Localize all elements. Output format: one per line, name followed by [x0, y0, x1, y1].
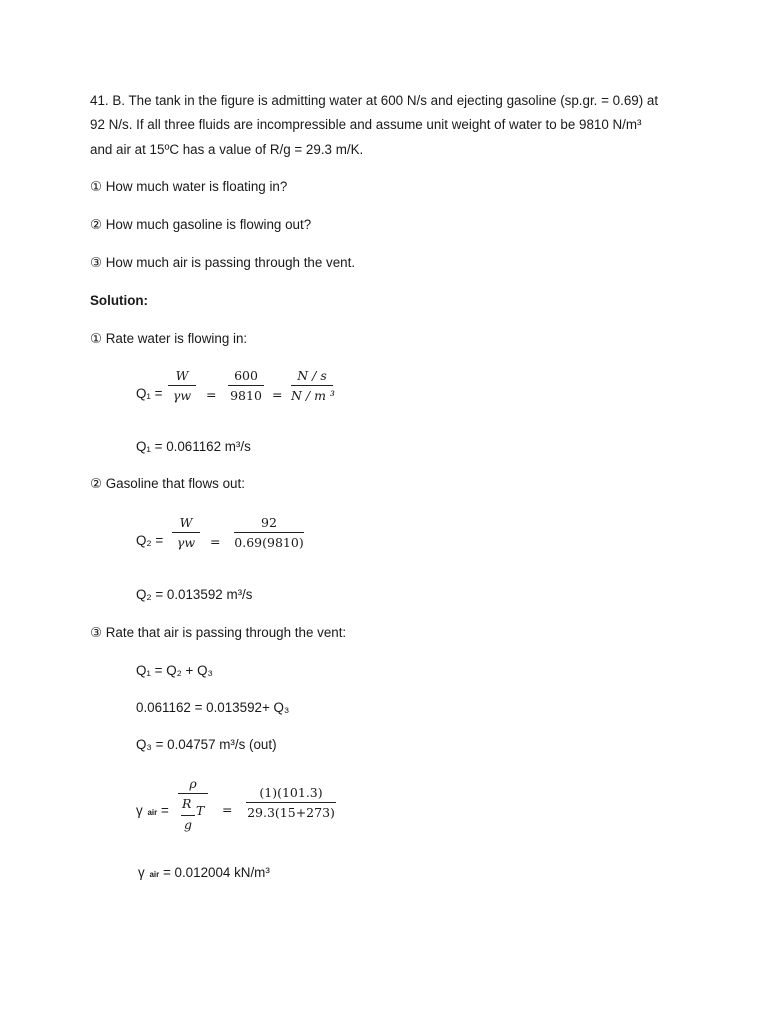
fraction-bar — [234, 532, 304, 533]
gamma-subscript: air — [147, 808, 158, 817]
t-symbol: T — [196, 803, 205, 818]
problem-line-2: 92 N/s. If all three fluids are incompressible and assume unit weight of water to be 9810 N/m³ — [90, 117, 642, 132]
problem-line-3: and air at 15ºC has a value of R/g = 29.3 m/K. — [90, 142, 364, 157]
part3-equals: = — [222, 802, 233, 817]
fraction-bar — [178, 793, 208, 794]
r-symbol: R — [182, 796, 192, 811]
part1-lhs: Q₁ = — [136, 386, 163, 401]
question-1: ① How much water is floating in? — [90, 179, 288, 194]
part3-frac-denominator: 29.3(15+273) — [247, 805, 335, 820]
part3-compound-fraction — [176, 776, 210, 811]
problem-line-1: 41. B. The tank in the figure is admitting water at 600 N/s and ejecting gasoline (sp.gr. = 0.69) at — [90, 93, 659, 108]
part2-frac1-numerator: W — [179, 515, 193, 530]
part2-result: Q₂ = 0.013592 m³/s — [136, 587, 253, 602]
result-gamma-symbol: γ — [138, 865, 145, 880]
part2-lhs: Q₂ = — [136, 533, 164, 548]
part3-result — [138, 864, 270, 884]
part1-fraction-600-over-9810 — [228, 368, 264, 403]
gamma-symbol: γ — [136, 803, 143, 818]
part2-frac2-numerator: 92 — [261, 515, 277, 530]
fraction-bar — [246, 802, 336, 803]
part2-frac2-denominator: 0.69(9810) — [234, 535, 304, 550]
part3-line-3: Q₃ = 0.04757 m³/s (out) — [136, 737, 277, 752]
fraction-bar — [228, 385, 264, 386]
part3-fraction-pressure — [246, 785, 336, 820]
fraction-bar — [172, 532, 200, 533]
result-value: = 0.012004 kN/m³ — [162, 865, 270, 880]
part1-frac2-denominator: 9810 — [230, 388, 262, 403]
part2-fraction-92 — [234, 515, 304, 550]
part1-frac3-numerator: N / s — [297, 368, 327, 383]
part2-label: ② Gasoline that flows out: — [90, 476, 245, 491]
part2-fraction-w-over-gamma — [172, 515, 200, 550]
part1-label: ① Rate water is flowing in: — [90, 331, 248, 346]
question-3: ③ How much air is passing through the vent. — [90, 255, 356, 270]
fraction-bar — [168, 385, 196, 386]
result-gamma-subscript: air — [149, 870, 160, 879]
solution-heading: Solution: — [90, 293, 149, 308]
part3-line-1: Q₁ = Q₂ + Q₃ — [136, 663, 213, 678]
gamma-equals: = — [160, 803, 169, 818]
part3-gamma-lhs — [136, 802, 169, 822]
r-over-g-bar — [181, 815, 195, 816]
rho-symbol: ρ — [189, 776, 197, 791]
part2-equals-1: = — [210, 534, 221, 549]
part2-frac1-denominator: γw — [176, 535, 196, 550]
part3-line-2: 0.061162 = 0.013592+ Q₃ — [136, 700, 290, 715]
fraction-bar — [291, 385, 333, 386]
question-2: ② How much gasoline is flowing out? — [90, 217, 312, 232]
part3-label: ③ Rate that air is passing through the vent: — [90, 625, 347, 640]
part3-frac-numerator: (1)(101.3) — [259, 785, 323, 800]
part1-equals-2: = — [272, 387, 283, 402]
part1-equals-1: = — [206, 387, 217, 402]
part1-frac1-numerator: W — [175, 368, 189, 383]
part1-frac3-denominator: N / m ³ — [291, 388, 335, 403]
part1-result: Q₁ = 0.061162 m³/s — [136, 439, 251, 454]
g-symbol: g — [184, 817, 193, 832]
part1-frac1-denominator: γw — [172, 388, 192, 403]
part1-frac2-numerator: 600 — [234, 368, 258, 383]
part1-fraction-units — [291, 368, 333, 403]
part1-fraction-w-over-gamma — [168, 368, 196, 403]
